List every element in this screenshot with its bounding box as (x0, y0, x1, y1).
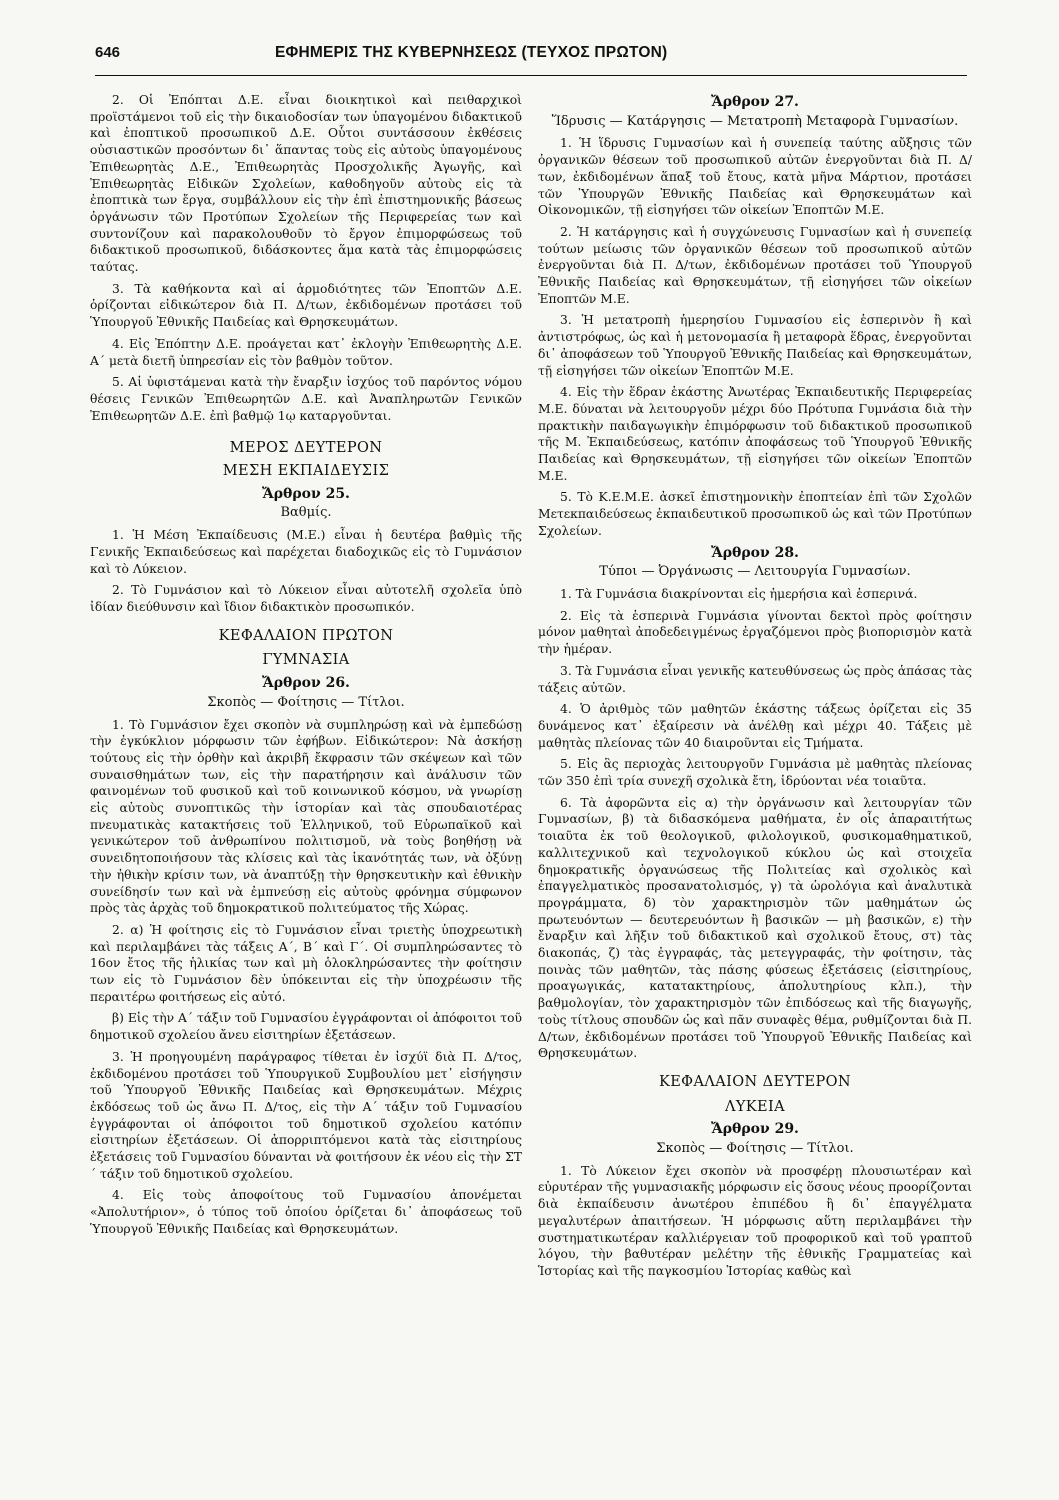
right-column (538, 92, 972, 1285)
paragraph: 3. Ἡ μετατροπὴ ἡμερησίου Γυμνασίου εἰς ἑσπερινὸν ἢ καὶ ἀντιστρόφως, ὡς καὶ ἡ μετονομασία ἢ μεταφορὰ ἕδρας, ἐνεργοῦνται δι᾿ ἀποφάσεων τοῦ Ὑπουργοῦ Ἐθνικῆς Παιδείας καὶ Θρησκευμάτων, τῇ εἰσηγήσει τῶν οἰκείων Ἐποπτῶν Μ.Ε. (538, 313, 972, 378)
article-heading-28: Ἄρθρον 28. (711, 544, 799, 561)
page-header (95, 44, 955, 74)
paragraph: 2. α) Ἡ φοίτησις εἰς τὸ Γυμνάσιον εἶναι τριετὴς ὑποχρεωτικὴ καὶ περιλαμβάνει τὰς τάξεις Α´, Β´ καὶ Γ´. Οἱ συμπληρώσαντες τὸ 16ον ἔτος τῆς ἡλικίας των καὶ μὴ ὁλοκληρώσαντες τὴν φοίτησιν των εἰς τὸ Γυμνάσιον δὲν ὑπόκεινται εἰς τὴν ὑποχρέωσιν τῆς περαιτέρω φοιτήσεως εἰς αὐτό. (90, 922, 522, 1004)
article-subtitle-26: Σκοπὸς — Φοίτησις — Τίτλοι. (207, 694, 405, 710)
article-subtitle-27: Ἵδρυσις — Κατάργησις — Μετατροπὴ Μεταφορὰ Γυμνασίων. (551, 113, 959, 129)
paragraph: 4. Εἰς τὴν ἕδραν ἑκάστης Ἀνωτέρας Ἐκπαιδευτικῆς Περιφερείας Μ.Ε. δύναται νὰ λειτουργοῦν μέχρι δύο Πρότυπα Γυμνάσια διὰ τὴν πρακτικὴν παιδαγωγικὴν ἐπιμόρφωσιν τοῦ διδακτικοῦ προσωπικοῦ τῆς Μ. Ἐκπαιδεύσεως, κατόπιν ἀποφάσεως τοῦ Ὑπουργοῦ Ἐθνικῆς Παιδείας καὶ Θρησκευμάτων, τῇ εἰσηγήσει τῶν οἰκείων Ἐποπτῶν Μ.Ε. (538, 385, 972, 483)
paragraph: 3. Τὰ Γυμνάσια εἶναι γενικῆς κατευθύνσεως ὡς πρὸς ἁπάσας τὰς τάξεις αὐτῶν. (538, 663, 972, 695)
chapter-subheading: ΛΥΚΕΙΑ (724, 1098, 786, 1115)
article-heading-27: Ἄρθρον 27. (711, 94, 799, 110)
article-subtitle-29: Σκοπὸς — Φοίτησις — Τίτλοι. (656, 1141, 854, 1157)
paragraph: 5. Εἰς ἃς περιοχὰς λειτουργοῦν Γυμνάσια μὲ μαθητὰς πλείονας τῶν 350 ἐπὶ τρία συνεχῆ σχολικὰ ἔτη, ἱδρύονται νέα τοιαῦτα. (538, 757, 972, 789)
article-subtitle-28: Τύποι — Ὀργάνωσις — Λειτουργία Γυμνασίων. (599, 564, 911, 580)
paragraph: 6. Τὰ ἀφορῶντα εἰς α) τὴν ὀργάνωσιν καὶ λειτουργίαν τῶν Γυμνασίων, β) τὰ διδασκόμενα μαθήματα, ἐν οἷς ἀπαραιτήτως τοιαῦτα ἐκ τοῦ θεολογικοῦ, φιλολογικοῦ, φυσικομαθηματικοῦ, καλλιτεχνικοῦ καὶ τεχνολογικοῦ κύκλου ὡς καὶ στοιχεῖα δημοκρατικῆς ὀργανώσεως τῆς Πολιτείας καὶ σχολικὸς καὶ ἐπαγγελματικὸς προσανατολισμός, γ) τὰ ὡρολόγια καὶ ἀναλυτικὰ προγράμματα, δ) τὸν χαρακτηρισμὸν τῶν μαθημάτων ὡς πρωτευόντων — δευτερευόντων ἢ βασικῶν — μὴ βασικῶν, ε) τὴν ἔναρξιν καὶ λῆξιν τοῦ διδακτικοῦ καὶ σχολικοῦ ἔτους, στ) τὰς διακοπάς, ζ) τὰς ἐγγραφάς, τὰς μετεγγραφάς, τὴν φοίτησιν, τὰς ποινὰς τῶν μαθητῶν, τὰς πάσης φύσεως ἐξετάσεις (εἰσιτηρίους, προαγωγικάς, κατατακτηρίους, ἀπολυτηρίους κλπ.), τὴν βαθμολογίαν, τὸν χαρακτηρισμὸν τῶν ἐπιδόσεως καὶ τῆς διαγωγῆς, τοὺς τίτλους σπουδῶν ὡς καὶ πᾶν συναφὲς θέμα, ρυθμίζονται διὰ Π. Δ/των, ἐκδιδομένων προτάσει τοῦ Ὑπουργοῦ Ἐθνικῆς Παιδείας καὶ Θρησκευμάτων. (538, 795, 972, 1061)
paragraph: 1. Ἡ ἵδρυσις Γυμνασίων καὶ ἡ συνεπείᾳ ταύτης αὔξησις τῶν ὀργανικῶν θέσεων τοῦ προσωπικοῦ αὐτῶν ἐνεργοῦνται διὰ Π. Δ/των, ἐκδιδομένων ἅπαξ τοῦ ἔτους, κατὰ μῆνα Μάρτιον, προτάσει τῶν Ὑπουργῶν Ἐθνικῆς Παιδείας καὶ Θρησκευμάτων καὶ Οἰκονομικῶν, τῇ εἰσηγήσει τῶν οἰκείων Ἐποπτῶν Μ.Ε. (538, 136, 972, 218)
paragraph: 1. Τὸ Λύκειον ἔχει σκοπὸν νὰ προσφέρῃ πλουσιωτέραν καὶ εὐρυτέραν τῆς γυμνασιακῆς μόρφωσιν εἰς ὅσους νέους προορίζονται διὰ ἐκπαίδευσιν ἀνωτέρου ἐπιπέδου ἢ δι᾿ ἐπαγγέλματα μεγαλυτέρων ἀπαιτήσεων. Ἡ μόρφωσις αὕτη περιλαμβάνει τὴν συστηματικωτέραν καλλιέργειαν τοῦ προφορικοῦ καὶ τοῦ γραπτοῦ λόγου, τὴν βαθυτέραν μελέτην τῆς ἐθνικῆς Γραμματείας καὶ Ἱστορίας καὶ τῆς παγκοσμίου Ἱστορίας καθὼς καὶ (538, 1163, 972, 1278)
paragraph: 2. Εἰς τὰ ἑσπερινὰ Γυμνάσια γίνονται δεκτοὶ πρὸς φοίτησιν μόνον μαθηταὶ ἀποδεδειγμένως ἐργαζόμενοι πρὸς βιοπορισμὸν κατὰ τὴν ἡμέραν. (538, 608, 972, 657)
paragraph: 5. Αἱ ὑφιστάμεναι κατὰ τὴν ἔναρξιν ἰσχύος τοῦ παρόντος νόμου θέσεις Γενικῶν Ἐπιθεωρητῶν Δ.Ε. καὶ Ἀναπληρωτῶν Γενικῶν Ἐπιθεωρητῶν Δ.Ε. ἐπὶ βαθμῷ 1ῳ καταργοῦνται. (90, 375, 522, 423)
paragraph: β) Εἰς τὴν Α´ τάξιν τοῦ Γυμνασίου ἐγγράφονται οἱ ἀπόφοιτοι τοῦ δημοτικοῦ σχολείου ἄνευ εἰσιτηρίων ἐξετάσεων. (90, 1011, 522, 1043)
paragraph: 1. Ἡ Μέση Ἐκπαίδευσις (Μ.Ε.) εἶναι ἡ δευτέρα βαθμὶς τῆς Γενικῆς Ἐκπαιδεύσεως καὶ παρέχεται διαδοχικῶς εἰς τὸ Γυμνάσιον καὶ τὸ Λύκειον. (90, 528, 522, 576)
paragraph: 3. Τὰ καθήκοντα καὶ αἱ ἁρμοδιότητες τῶν Ἐποπτῶν Δ.Ε. ὁρίζονται εἰδικώτερον διὰ Π. Δ/των, ἐκδιδομένων προτάσει τοῦ Ὑπουργοῦ Ἐθνικῆς Παιδείας καὶ Θρησκευμάτων. (90, 281, 522, 330)
article-heading-29: Ἄρθρον 29. (711, 1121, 799, 1138)
paragraph: 2. Οἱ Ἐπόπται Δ.Ε. εἶναι διοικητικοὶ καὶ πειθαρχικοὶ προϊστάμενοι τοῦ εἰς τὴν δικαιοδοσίαν των ὑπαγομένου διδακτικοῦ καὶ ἐποπτικοῦ προσωπικοῦ Δ.Ε. Οὗτοι συντάσσουν ἐκθέσεις οὐσιαστικῶν προσόντων δι᾿ ἅπαντας τοὺς εἰς αὐτοὺς ὑπαγομένους Ἐπιθεωρητὰς Δ.Ε., Ἐπιθεωρητὰς Προσχολικῆς Ἀγωγῆς, καὶ Ἐπιθεωρητὰς Εἰδικῶν Σχολείων, καθοδηγοῦν αὐτοὺς εἰς τὰ ἐποπτικὰ των ἔργα, συμβάλλουν εἰς τὴν ἐπὶ ἐπιστημονικῆς βάσεως ὀργάνωσιν τῶν Προτύπων Σχολείων τῆς Περιφερείας των καὶ συντονίζουν καὶ παρακολουθοῦν τὸ ἔργον ἐπιμορφώσεως τοῦ διδακτικοῦ προσωπικοῦ, διδάσκοντες ἅμα κατὰ τὰς ἐπιμορφώσεις ταύτας. (90, 93, 522, 275)
paragraph: 4. Ὁ ἀριθμὸς τῶν μαθητῶν ἑκάστης τάξεως ὁρίζεται εἰς 35 δυνάμενος κατ᾿ ἐξαίρεσιν νὰ ἀνέλθῃ καὶ μέχρι 40. Τάξεις μὲ μαθητὰς πλείονας τῶν 40 διαιροῦνται εἰς Τμήματα. (538, 702, 972, 750)
chapter-heading: ΚΕΦΑΛΑΙΟΝ ΠΡΩΤΟΝ (218, 627, 394, 644)
article-heading-25: Ἄρθρον 25. (262, 485, 350, 502)
header-rule (95, 75, 967, 76)
paragraph: 4. Εἰς τοὺς ἀποφοίτους τοῦ Γυμνασίου ἀπονέμεται «Ἀπολυτήριον», ὁ τύπος τοῦ ὁποίου ὁρίζεται δι᾿ ἀποφάσεως τοῦ Ὑπουργοῦ Ἐθνικῆς Παιδείας καὶ Θρησκευμάτων. (90, 1188, 522, 1236)
page-number: 646 (95, 44, 121, 61)
left-column (90, 92, 522, 1243)
paragraph: 4. Εἰς Ἐπόπτην Δ.Ε. προάγεται κατ᾿ ἐκλογὴν Ἐπιθεωρητὴς Δ.Ε. Α´ μετὰ διετῆ ὑπηρεσίαν εἰς τὸν βαθμὸν τοῦτον. (90, 336, 522, 368)
paragraph: 2. Ἡ κατάργησις καὶ ἡ συγχώνευσις Γυμνασίων καὶ ἡ συνεπείᾳ τούτων μείωσις τῶν ὀργανικῶν θέσεων τοῦ προσωπικοῦ αὐτῶν ἐνεργοῦνται διὰ Π. Δ/των, ἐκδιδομένων προτάσει τοῦ Ὑπουργοῦ Ἐθνικῆς Παιδείας καὶ Θρησκευμάτων, τῇ εἰσηγήσει τῶν οἰκείων Ἐποπτῶν Μ.Ε. (538, 224, 972, 306)
paragraph: 1. Τὰ Γυμνάσια διακρίνονται εἰς ἡμερήσια καὶ ἑσπερινά. (560, 586, 918, 601)
part-heading: ΜΕΡΟΣ ΔΕΥΤΕΡΟΝ (229, 440, 383, 457)
article-subtitle-25: Βαθμίς. (280, 505, 332, 521)
chapter-heading: ΚΕΦΑΛΑΙΟΝ ΔΕΥΤΕΡΟΝ (658, 1073, 852, 1090)
paragraph: 1. Τὸ Γυμνάσιον ἔχει σκοπὸν νὰ συμπληρώσῃ καὶ νὰ ἐμπεδώσῃ τὴν ἐγκύκλιον μόρφωσιν τῶν ἐφήβων. Εἰδικώτερον: Νὰ ἀσκήσῃ τούτους εἰς τὴν ὀρθὴν καὶ ἀκριβῆ ἔκφρασιν τῶν σκέψεων καὶ τῶν συναισθημάτων των, εἰς τὴν παρατήρησιν καὶ ἀνάλυσιν τῶν φαινομένων τοῦ φυσικοῦ καὶ τοῦ κοινωνικοῦ κόσμου, νὰ γνωρίσῃ εἰς αὐτοὺς συνοπτικῶς τὴν ἱστορίαν καὶ τὰς σπουδαιοτέρας πνευματικὰς κατακτήσεις τοῦ Ἑλληνικοῦ, τοῦ Εὐρωπαϊκοῦ καὶ γενικώτερον τοῦ ἀνθρωπίνου πολιτισμοῦ, νὰ τοὺς βοηθήσῃ νὰ συνειδητοποιήσουν τὰς κλίσεις καὶ τὰς ἱκανότητάς των, νὰ ὀξύνῃ τὴν ἠθικὴν κρίσιν των, νὰ ἀναπτύξῃ τὴν θρησκευτικὴν καὶ ἐθνικὴν συνείδησίν των καὶ νὰ ἐμπνεύσῃ εἰς αὐτοὺς φρόνημα σύμφωνον πρὸς τὰς ἀρχὰς τοῦ δημοκρατικοῦ πολιτεύματος τῆς Χώρας. (90, 717, 522, 916)
section-heading: ΜΕΣΗ ΕΚΠΑΙΔΕΥΣΙΣ (222, 463, 390, 480)
paragraph: 2. Τὸ Γυμνάσιον καὶ τὸ Λύκειον εἶναι αὐτοτελῆ σχολεῖα ὑπὸ ἰδίαν διεύθυνσιν καὶ ἴδιον διδακτικὸν προσωπικόν. (90, 583, 522, 614)
paragraph: 3. Ἡ προηγουμένη παράγραφος τίθεται ἐν ἰσχύϊ διὰ Π. Δ/τος, ἐκδιδομένου προτάσει τοῦ Ὑπουργικοῦ Συμβουλίου μετ᾿ εἰσήγησιν τοῦ Ὑπουργοῦ Ἐθνικῆς Παιδείας καὶ Θρησκευμάτων. Μέχρις ἐκδόσεως τοῦ ὡς ἄνω Π. Δ/τος, εἰς τὴν Α´ τάξιν τοῦ Γυμνασίου ἐγγράφονται οἱ ἀπόφοιτοι τοῦ δημοτικοῦ σχολείου κατόπιν εἰσιτηρίων ἐξετάσεων. Οἱ ἀπορριπτόμενοι κατὰ τὰς εἰσιτηρίους ἐξετάσεις τοῦ Γυμνασίου δύνανται νὰ φοιτήσουν ἐκ νέου εἰς τὴν ΣΤ´ τάξιν τοῦ δημοτικοῦ σχολείου. (90, 1049, 522, 1181)
running-title: ΕΦΗΜΕΡΙΣ ΤΗΣ ΚΥΒΕΡΝΗΣΕΩΣ (ΤΕΥΧΟΣ ΠΡΩΤΟΝ) (275, 44, 668, 61)
chapter-subheading: ΓΥΜΝΑΣΙΑ (262, 652, 350, 669)
article-heading-26: Ἄρθρον 26. (262, 675, 350, 692)
paragraph: 5. Τὸ Κ.Ε.Μ.Ε. ἀσκεῖ ἐπιστημονικὴν ἐποπτείαν ἐπὶ τῶν Σχολῶν Μετεκπαιδεύσεως ἐκπαιδευτικοῦ προσωπικοῦ ὡς καὶ τῶν Προτύπων Σχολείων. (538, 490, 972, 538)
